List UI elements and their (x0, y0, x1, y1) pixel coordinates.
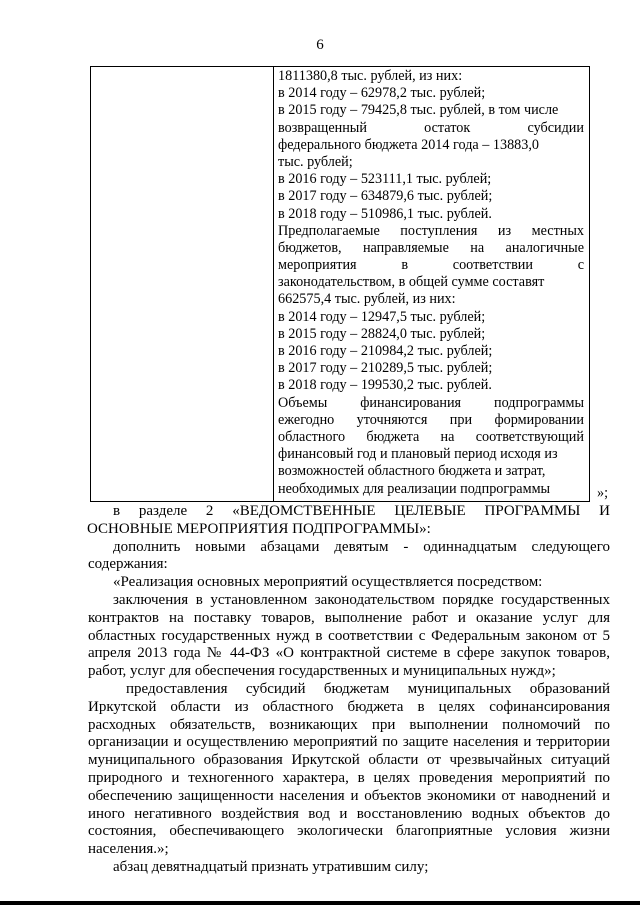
table-line: тыс. рублей; (278, 153, 353, 170)
paragraph-line: иного негативного воздействия вод и восстановлению водных объектов до (88, 805, 610, 822)
table-line: Предполагаемые поступления из местных (278, 222, 584, 239)
table-line: в 2014 году – 62978,2 тыс. рублей; (278, 85, 486, 102)
table-line: возвращенный остаток субсидии (278, 119, 584, 136)
table-line: Объемы финансирования подпрограммы (278, 394, 584, 411)
table-closing-quote: »; (597, 485, 609, 501)
paragraph-line: «Реализация основных мероприятий осуществляется посредством: (113, 574, 543, 591)
table-line: в 2015 году – 79425,8 тыс. рублей, в том числе (278, 102, 559, 119)
table-line: 662575,4 тыс. рублей, из них: (278, 291, 456, 308)
paragraph-line: работ, услуг для обеспечения государственных и муниципальных нужд»; (88, 663, 556, 680)
paragraph-line: обеспечению защищенности населения и объектов экономики от наводнений и (88, 787, 610, 804)
table-line: в 2018 году – 199530,2 тыс. рублей. (278, 377, 492, 394)
table-right-cell (278, 68, 584, 498)
table-line: в 2016 году – 523111,1 тыс. рублей; (278, 171, 492, 188)
paragraph-line: в разделе 2 «ВЕДОМСТВЕННЫЕ ЦЕЛЕВЫЕ ПРОГРАММЫ И (113, 503, 610, 519)
paragraph-line: ОСНОВНЫЕ МЕРОПРИЯТИЯ ПОДПРОГРАММЫ»: (87, 520, 431, 537)
table-line: в 2016 году – 210984,2 тыс. рублей; (278, 343, 493, 359)
table-line: бюджетов, направляемые на аналогичные (278, 239, 584, 256)
paragraph-line: контрактов на поставку товаров, выполнение работ и оказание услуг для (88, 609, 610, 626)
table-line: финансовый год и плановый период исходя из (278, 446, 558, 463)
table-line: необходимых для реализации подпрограммы (278, 480, 551, 497)
paragraph-line: расходных обязательств, возникающих при выполнении полномочий по (88, 716, 610, 733)
paragraph-line: дополнить новыми абзацами девятым - одиннадцатым следующего (113, 538, 610, 555)
paragraph-line: апреля 2013 года № 44-ФЗ «О контрактной системе в сфере закупок товаров, (88, 645, 610, 662)
paragraph-line: содержания: (88, 556, 168, 573)
financing-table (90, 66, 590, 502)
table-line: в 2017 году – 634879,6 тыс. рублей; (278, 188, 493, 205)
table-line: ежегодно уточняются при формировании (278, 411, 584, 428)
table-line: в 2015 году – 28824,0 тыс. рублей; (278, 325, 486, 342)
table-line: в 2018 году – 510986,1 тыс. рублей. (278, 205, 492, 222)
paragraph-line: областных государственных нужд в соответствии с Федеральным законом от 5 (88, 627, 610, 644)
table-line: законодательством, в общей сумме составят (278, 274, 545, 291)
paragraph-line: предоставления субсидий бюджетам муниципальных образований (126, 680, 610, 697)
paragraph-line: заключения в установленном законодательством порядке государственных (113, 591, 610, 608)
paragraph-line: Иркутской области из областного бюджета в целях софинансирования (88, 698, 610, 715)
amendment-text (88, 503, 610, 877)
paragraph-line: муниципального образования Иркутской области от чрезвычайных ситуаций (88, 752, 610, 769)
table-line: областного бюджета на соответствующий (278, 428, 584, 445)
paragraph-line: абзац девятнадцатый признать утратившим силу; (113, 858, 429, 875)
table-column-divider (273, 67, 274, 501)
paragraph-line: природного и техногенного характера, в целях проведения мероприятий по (88, 769, 610, 786)
table-line: возможностей областного бюджета и затрат, (278, 463, 546, 480)
table-line: федерального бюджета 2014 года – 13883,0 (278, 136, 540, 153)
table-line: в 2014 году – 12947,5 тыс. рублей; (278, 308, 486, 325)
table-line: в 2017 году – 210289,5 тыс. рублей; (278, 360, 493, 377)
paragraph-line: состояния, обеспечивающего экологически благоприятные условия жизни (88, 823, 610, 840)
page-bottom-edge (0, 901, 640, 905)
table-line: мероприятия в соответствии с (278, 257, 584, 274)
page-number: 6 (316, 37, 324, 53)
paragraph-line: населения.»; (88, 841, 169, 858)
paragraph-line: организации и осуществлению мероприятий по защите населения и территории (88, 734, 610, 751)
table-line: 1811380,8 тыс. рублей, из них: (278, 68, 463, 84)
